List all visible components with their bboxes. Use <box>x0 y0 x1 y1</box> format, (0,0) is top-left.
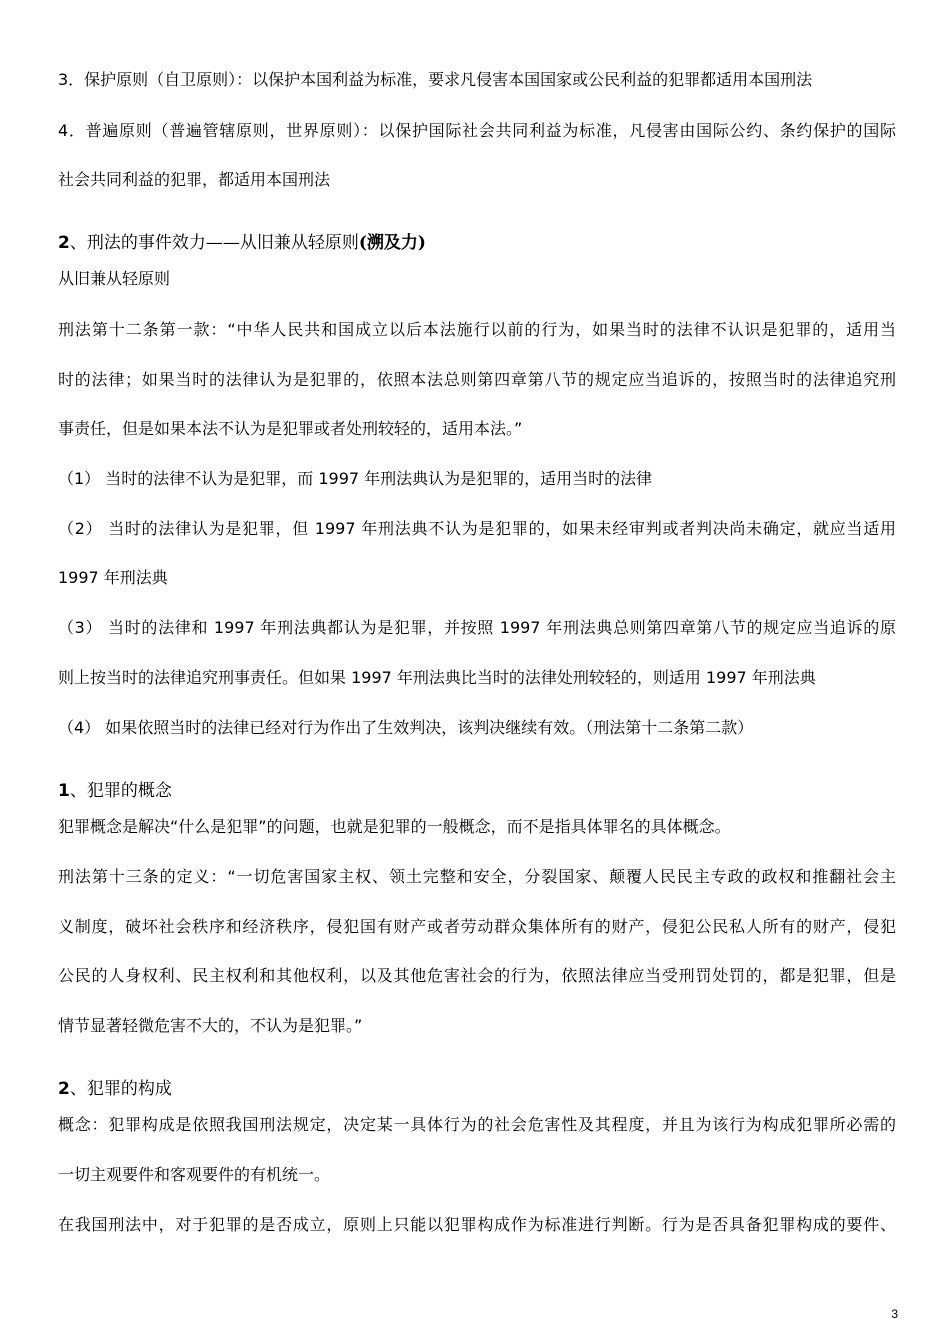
paragraph-article-13-line-1: 刑法第十三条的定义：“一切危害国家主权、领土完整和安全，分裂国家、颠覆人民民主专政的政权和推翻社会主 <box>58 867 896 886</box>
subheading-principle: 从旧兼从轻原则 <box>58 269 171 288</box>
section-heading-crime-concept <box>58 780 896 802</box>
section-heading-temporal-effect <box>58 232 896 254</box>
paragraph-article-13-line-4: 情节显著轻微危害不大的，不认为是犯罪。” <box>58 1016 363 1035</box>
paragraph-article-12-line-1: 刑法第十二条第一款：“中华人民共和国成立以后本法施行以前的行为，如果当时的法律不认识是犯罪的，适用当 <box>58 320 896 339</box>
section-title: 、犯罪的构成 <box>69 1079 172 1099</box>
paragraph-crime-concept: 犯罪概念是解决“什么是犯罪”的问题，也就是犯罪的一般概念，而不是指具体罪名的具体概念。 <box>58 817 731 836</box>
paragraph-protection-principle: 3．保护原则（自卫原则）：以保护本国利益为标准，要求凡侵害本国国家或公民利益的犯罪都适用本国刑法 <box>58 70 813 89</box>
list-item-2-line-1: （2） 当时的法律认为是犯罪，但 1997 年刑法典不认为是犯罪的，如果未经审判或者判决尚未确定，就应当适用 <box>58 519 896 538</box>
list-item-1: （1） 当时的法律不认为是犯罪，而 1997 年刑法典认为是犯罪的，适用当时的法律 <box>58 469 653 488</box>
paragraph-universal-principle-line-1: 4．普遍原则（普遍管辖原则，世界原则）：以保护国际社会共同利益为标准，凡侵害由国际公约、条约保护的国际 <box>58 121 896 140</box>
page-number: 3 <box>891 1307 898 1321</box>
section-number: 2 <box>58 233 70 253</box>
paragraph-article-13-line-2: 义制度，破坏社会秩序和经济秩序，侵犯国有财产或者劳动群众集体所有的财产，侵犯公民私人所有的财产，侵犯 <box>58 917 896 936</box>
paragraph-article-12-line-3: 事责任，但是如果本法不认为是犯罪或者处刑较轻的，适用本法。” <box>58 419 523 438</box>
section-title-suffix: (溯及力) <box>358 233 426 253</box>
paragraph-article-13-line-3: 公民的人身权利、民主权利和其他权利，以及其他危害社会的行为，依照法律应当受刑罚处罚的，都是犯罪，但是 <box>58 966 896 985</box>
section-title: 、犯罪的概念 <box>69 781 172 801</box>
section-title: 、刑法的事件效力——从旧兼从轻原则 <box>69 233 359 253</box>
list-item-3-line-1: （3） 当时的法律和 1997 年刑法典都认为是犯罪，并按照 1997 年刑法典总则第四章第八节的规定应当追诉的原 <box>58 618 896 637</box>
paragraph-composition-line-2: 一切主观要件和客观要件的有机统一。 <box>58 1165 331 1184</box>
list-item-4: （4） 如果依照当时的法律已经对行为作出了生效判决，该判决继续有效。（刑法第十二条第二款） <box>58 718 754 737</box>
paragraph-composition-line-1: 概念：犯罪构成是依照我国刑法规定，决定某一具体行为的社会危害性及其程度，并且为该行为构成犯罪所必需的 <box>58 1115 896 1134</box>
list-item-2-line-2: 1997 年刑法典 <box>58 568 168 587</box>
list-item-3-line-2: 则上按当时的法律追究刑事责任。但如果 1997 年刑法典比当时的法律处刑较轻的，则适用 1997 年刑法典 <box>58 668 816 687</box>
paragraph-article-12-line-2: 时的法律；如果当时的法律认为是犯罪的，依照本法总则第四章第八节的规定应当追诉的，按照当时的法律追究刑 <box>58 370 896 389</box>
paragraph-universal-principle-line-2: 社会共同利益的犯罪，都适用本国刑法 <box>58 170 331 189</box>
section-number: 1 <box>58 781 70 801</box>
section-number: 2 <box>58 1079 70 1099</box>
section-heading-crime-composition <box>58 1078 896 1100</box>
paragraph-judgment-line-1: 在我国刑法中，对于犯罪的是否成立，原则上只能以犯罪构成作为标准进行判断。行为是否具备犯罪构成的要件、 <box>58 1215 896 1234</box>
